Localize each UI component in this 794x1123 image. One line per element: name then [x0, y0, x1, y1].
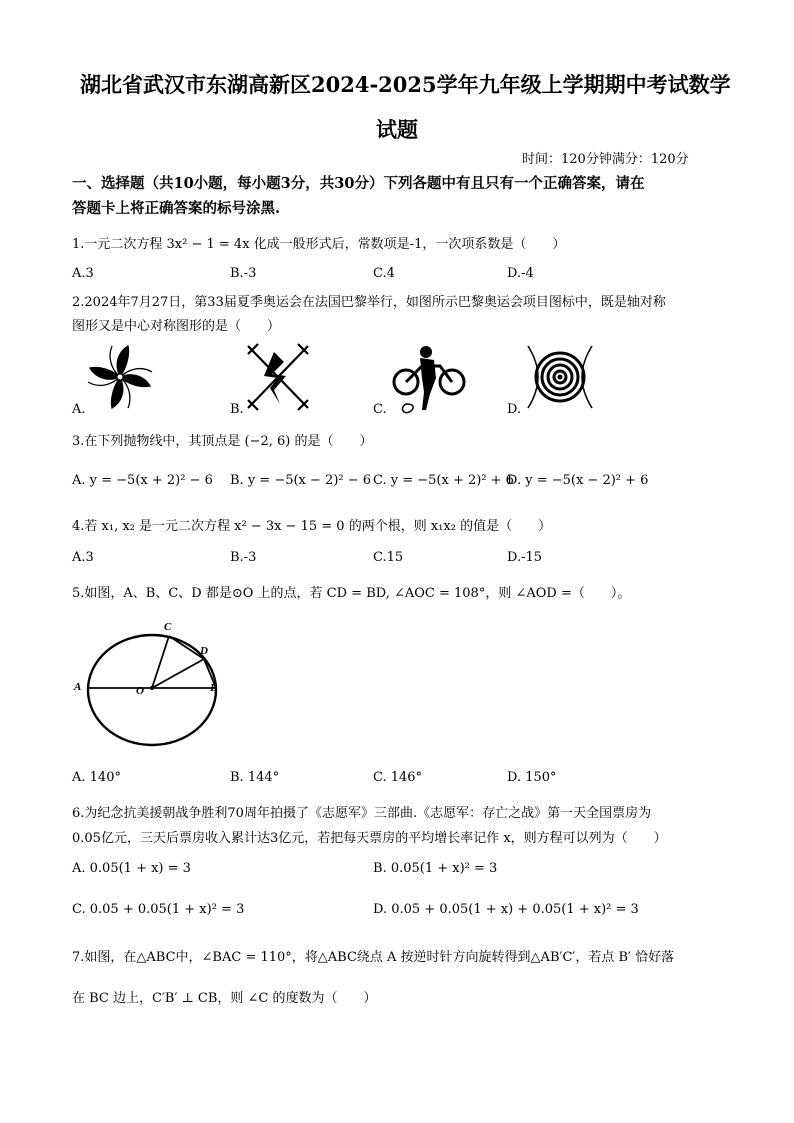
question-3-option-d: D. y = −5(x − 2)² + 6 — [507, 473, 649, 488]
pinwheel-icon — [84, 342, 156, 412]
question-4-option-d: D.-15 — [507, 550, 543, 565]
question-2-stem-line2: 图形又是中心对称图形的是（ ） — [72, 319, 281, 334]
question-2-stem: 2.2024年7月27日，第33届夏季奥运会在法国巴黎举行，如图所示巴黎奥运会项目图标中，既是轴对称 — [72, 295, 666, 310]
question-5-option-a: A. 140° — [72, 770, 121, 785]
question-5-option-d: D. 150° — [507, 770, 557, 785]
fencing-icon — [244, 342, 312, 412]
section-heading-line2: 答题卡上将正确答案的标号涂黑. — [72, 200, 281, 217]
page-title: 湖北省武汉市东湖高新区2024-2025学年九年级上学期期中考试数学 — [80, 72, 731, 97]
question-6-stem-line2: 0.05亿元，三天后票房收入累计达3亿元，若把每天票房的平均增长率记作 x，则方程可以列为（ ） — [72, 831, 667, 846]
question-1-option-d: D.-4 — [507, 266, 534, 281]
question-3-option-c: C. y = −5(x + 2)² + 6 — [373, 473, 514, 488]
question-2-label-d: D. — [507, 402, 522, 417]
question-3-option-b: B. y = −5(x − 2)² − 6 — [230, 473, 372, 488]
question-6-option-a: A. 0.05(1 + x) = 3 — [72, 861, 191, 876]
question-5-stem: 5.如图，A、B、C、D 都是⊙O 上的点，若 CD = BD, ∠AOC = 108°，则 ∠AOD =（ ）。 — [72, 586, 631, 601]
question-2-label-a: A. — [72, 402, 86, 417]
question-4-option-a: A.3 — [72, 550, 94, 565]
exam-meta: 时间：120分钟满分：120分 — [522, 152, 689, 167]
question-2-label-b: B. — [230, 402, 244, 417]
point-o-label: O — [136, 685, 144, 697]
question-7-stem: 7.如图，在△ABC中，∠BAC = 110°，将△ABC绕点 A 按逆时针方向旋转得到△AB′C′，若点 B′ 恰好落 — [72, 950, 675, 965]
point-d-label: D — [200, 645, 208, 657]
question-3-option-a: A. y = −5(x + 2)² − 6 — [72, 473, 213, 488]
question-4-option-b: B.-3 — [230, 550, 257, 565]
point-a-label: A — [74, 681, 82, 693]
archery-target-icon — [524, 342, 596, 412]
question-1-option-c: C.4 — [373, 266, 395, 281]
question-6-option-b: B. 0.05(1 + x)² = 3 — [373, 861, 498, 876]
question-5-option-c: C. 146° — [373, 770, 423, 785]
point-b-label: B — [210, 682, 218, 694]
question-4-stem: 4.若 x₁, x₂ 是一元二次方程 x² − 3x − 15 = 0 的两个根，则 x₁x₂ 的值是（ ） — [72, 519, 552, 534]
question-2-label-c: C. — [373, 402, 387, 417]
question-6-option-c: C. 0.05 + 0.05(1 + x)² = 3 — [72, 902, 245, 917]
question-4-option-c: C.15 — [373, 550, 404, 565]
section-heading: 一、选择题（共10小题，每小题3分，共30分）下列各题中有且只有一个正确答案，请在 — [72, 175, 645, 192]
question-1-stem: 1.一元二次方程 3x² − 1 = 4x 化成一般形式后，常数项是-1，一次项系数是（ ） — [72, 237, 566, 252]
question-1-option-a: A.3 — [72, 266, 94, 281]
circle-diagram — [72, 620, 232, 760]
point-c-label: C — [164, 621, 172, 633]
question-7-stem-line2: 在 BC 边上，C′B′ ⊥ CB，则 ∠C 的度数为（ ） — [72, 991, 377, 1006]
question-3-stem: 3.在下列抛物线中，其顶点是 (−2, 6) 的是（ ） — [72, 434, 373, 449]
question-1-option-b: B.-3 — [230, 266, 257, 281]
page-title-line2: 试题 — [376, 117, 418, 142]
cycling-icon — [392, 344, 466, 412]
question-6-option-d: D. 0.05 + 0.05(1 + x) + 0.05(1 + x)² = 3 — [373, 902, 639, 917]
question-5-option-b: B. 144° — [230, 770, 280, 785]
question-6-stem: 6.为纪念抗美援朝战争胜利70周年拍摄了《志愿军》三部曲.《志愿军：存亡之战》第一天全国票房为 — [72, 806, 652, 821]
